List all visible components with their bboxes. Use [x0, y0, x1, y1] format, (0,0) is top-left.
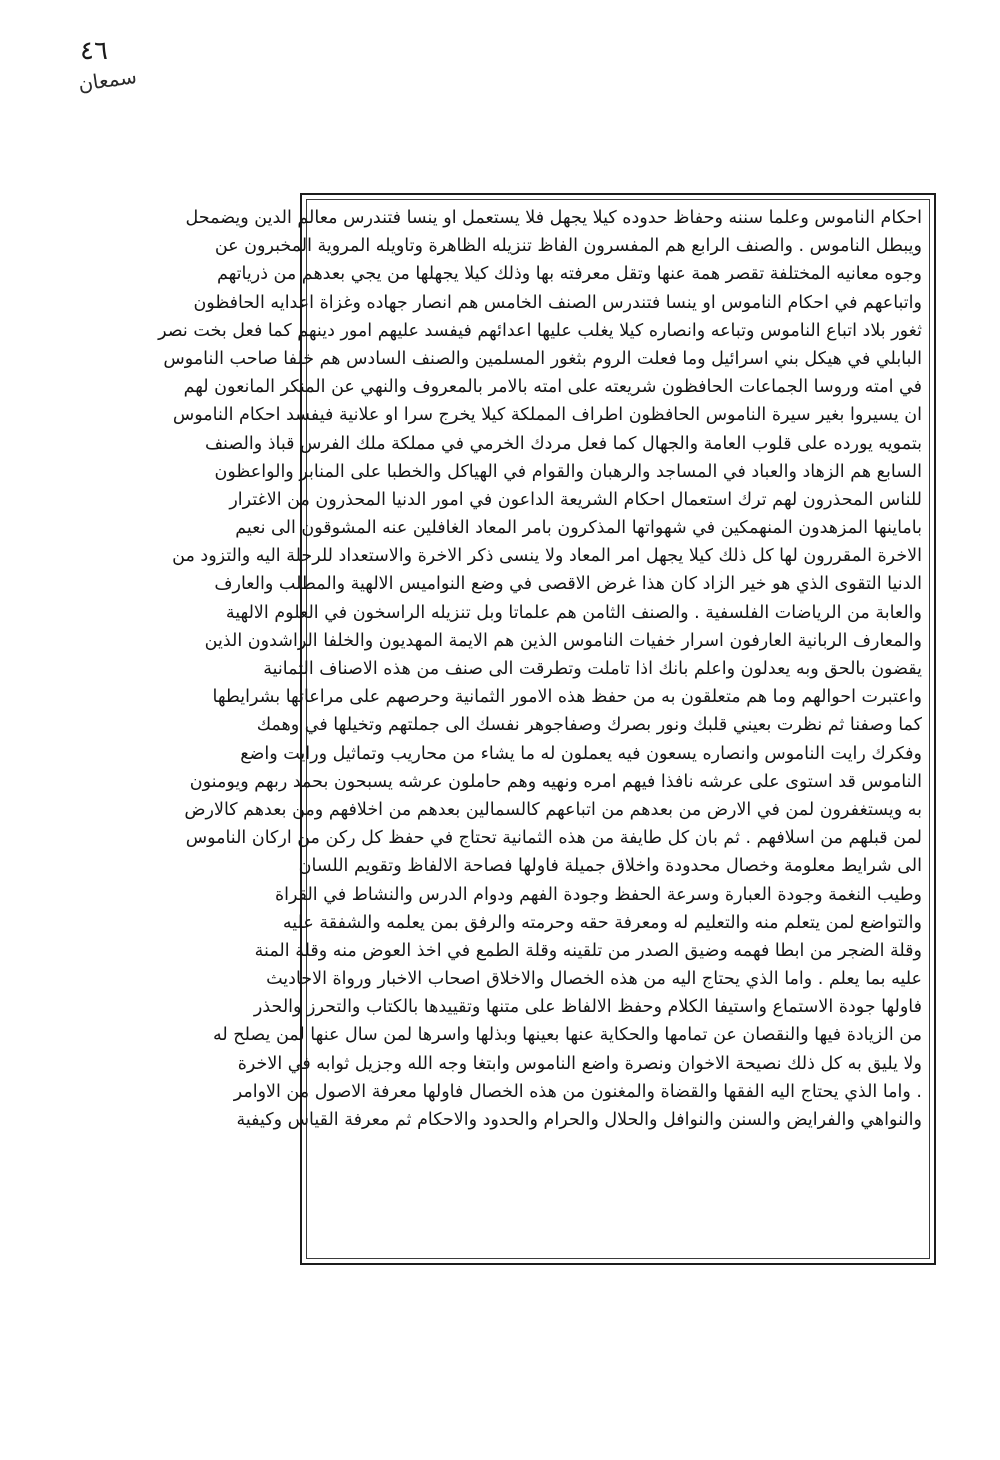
folio-note: سمعان	[76, 64, 139, 96]
text-line: الناموس قد استوى على عرشه نافذا فيهم امره ونهيه وهم حاملون عرشه يسبحون بحمد ربهم ويومنون	[189, 771, 922, 792]
text-line: ويبطل الناموس . والصنف الرابع هم المفسرون الفاظ تنزيله الظاهرة وتاويله المروية المخبرون عن	[214, 236, 922, 257]
text-line: وجوه معانيه المختلفة تقصر همة عنها وتقل معرفته بها وذلك كيلا يجهلها من يجي بعدهم من ذرياتهم	[216, 264, 922, 285]
text-line: الاخرة المقررون لها كل ذلك كيلا يجهل امر المعاد ولا ينسى ذكر الاخرة والاستعداد للرحلة اليه والتزود من	[172, 546, 922, 567]
text-line: والتواضع لمن يتعلم منه والتعليم له ومعرفة حقه وحرمته والرفق بمن يعلمه والشفقة عليه	[282, 912, 922, 933]
page-number: ٤٦	[80, 36, 108, 66]
text-line: ان يسيروا بغير سيرة الناموس الحافظون اطراف المملكة كيلا يخرج سرا او علانية فيفسد احكام الناموس	[172, 405, 922, 426]
text-line: البابلي في هيكل بني اسرائيل وما فعلت الروم بثغور المسلمين والصنف السادس هم خلفا صاحب الناموس	[163, 348, 922, 369]
text-line: ولا يليق به كل ذلك نصيحة الاخوان ونصرة واضع الناموس وابتغا وجه الله وجزيل ثوابه في الاخرة	[237, 1053, 922, 1074]
text-line: السابع هم الزهاد والعباد في المساجد والرهبان والقوام في الهياكل والخطبا على المنابر والواعظون	[214, 461, 922, 482]
text-line: واتباعهم في احكام الناموس او ينسا فتندرس الصنف الخامس هم انصار جهاده وغزاة اعدايه الحافظون	[193, 292, 922, 313]
text-line: والنواهي والفرايض والسنن والنوافل والحلال والحرام والحدود والاحكام ثم معرفة القياس وكيفية	[236, 1110, 922, 1130]
text-line: يقضون بالحق وبه يعدلون واعلم بانك اذا تاملت وتطرقت الى صنف من هذه الاصناف الثمانية	[263, 659, 922, 679]
text-line: كما وصفنا ثم نظرت بعيني قلبك ونور بصرك وصفاجوهر نفسك الى جملتهم وتخيلها في وهمك	[256, 715, 922, 736]
text-line: وفكرك رايت الناموس وانصاره يسعون فيه يعملون له ما يشاء من محاريب وتماثيل ورايت واضع	[240, 743, 922, 764]
text-line: والمعارف الربانية العارفون اسرار خفيات الناموس الذين هم الايمة المهديون والخلفا الراشدون الذين	[204, 630, 922, 651]
text-line: به ويستغفرون لمن في الارض من بعدهم من اتباعهم كالسمالين بعدهم من اخلافهم ومن بعدهم كالارض	[184, 799, 922, 820]
text-line: الدنيا التقوى الذي هو خير الزاد كان هذا غرض الاقصى في وضع النواميس الالهية والمطلب والعارف	[214, 574, 922, 595]
text-line: والعابة من الرياضات الفلسفية . والصنف الثامن هم علماتا وبل تنزيله الراسخون في العلوم الالهية	[225, 602, 922, 623]
text-line: في امته وروسا الجماعات الحافظون شريعته على امته بالامر بالمعروف والنهي عن المنكر المانعون لهم	[183, 377, 922, 398]
text-line: وطيب النغمة وجودة العبارة وسرعة الحفظ وجودة الفهم ودوام الدرس والنشاط في القراة	[274, 884, 922, 905]
text-line: لمن قبلهم من اسلافهم . ثم بان كل طايفة من هذه الثمانية تحتاج في حفظ كل ركن من اركان الناموس	[185, 828, 922, 849]
text-line: بتمويه يورده على قلوب العامة والجهال كما فعل مردك الخرمي في مملكة ملك الفرس قباذ والصنف	[204, 433, 922, 454]
text-line: ثغور بلاد اتباع الناموس وتباعه وانصاره كيلا يغلب عليها اعدائهم فيفسد عليهم امور دينهم كما فعل بخت نصر	[158, 320, 922, 341]
manuscript-text-block	[158, 200, 930, 1258]
text-line: للناس المحذرون لهم ترك استعمال احكام الشريعة الداعون في امور الدنيا المحذرون من الاغترار	[229, 489, 922, 510]
text-line: من الزيادة فيها والنقصان عن تمامها والحكاية عنها بعينها وبذلها واسرها لمن سال عنها لمن يصلح له	[213, 1025, 922, 1046]
text-line: عليه بما يعلم . واما الذي يحتاج اليه من هذه الخصال والاخلاق اصحاب الاخبار ورواة الاحاديث	[266, 969, 922, 990]
text-line: وقلة الضجر من ابطا فهمه وضيق الصدر من تلقينه وقلة الطمع في اخذ العوض منه وقلة المنة	[254, 940, 922, 961]
text-line: واعتبرت احوالهم وما هم متعلقون به من حفظ هذه الامور الثمانية وحرصهم على مراعاتها بشرايطها	[212, 687, 922, 708]
text-line: فاولها جودة الاستماع واستيفا الكلام وحفظ الالفاظ على متنها وتقييدها بالكتاب والتحرز والحذر	[253, 997, 922, 1018]
text-line: احكام الناموس وعلما سننه وحفاظ حدوده كيلا يجهل فلا يستعمل او ينسا فتندرس معالم الدين ويضمحل	[185, 208, 922, 228]
text-line: . واما الذي يحتاج اليه الفقها والقضاة والمغنون من هذه الخصال فاولها معرفة الاصول من الاوامر	[233, 1081, 922, 1102]
text-line: باماينها المزهدون المنهمكين في شهواتها المذكرون بامر المعاد الغافلين عنه المشوقون الى نعيم	[235, 518, 922, 539]
text-line: الى شرايط معلومة وخصال محدودة واخلاق جميلة فاولها فصاحة الالفاظ وتقويم اللسان	[298, 856, 922, 877]
